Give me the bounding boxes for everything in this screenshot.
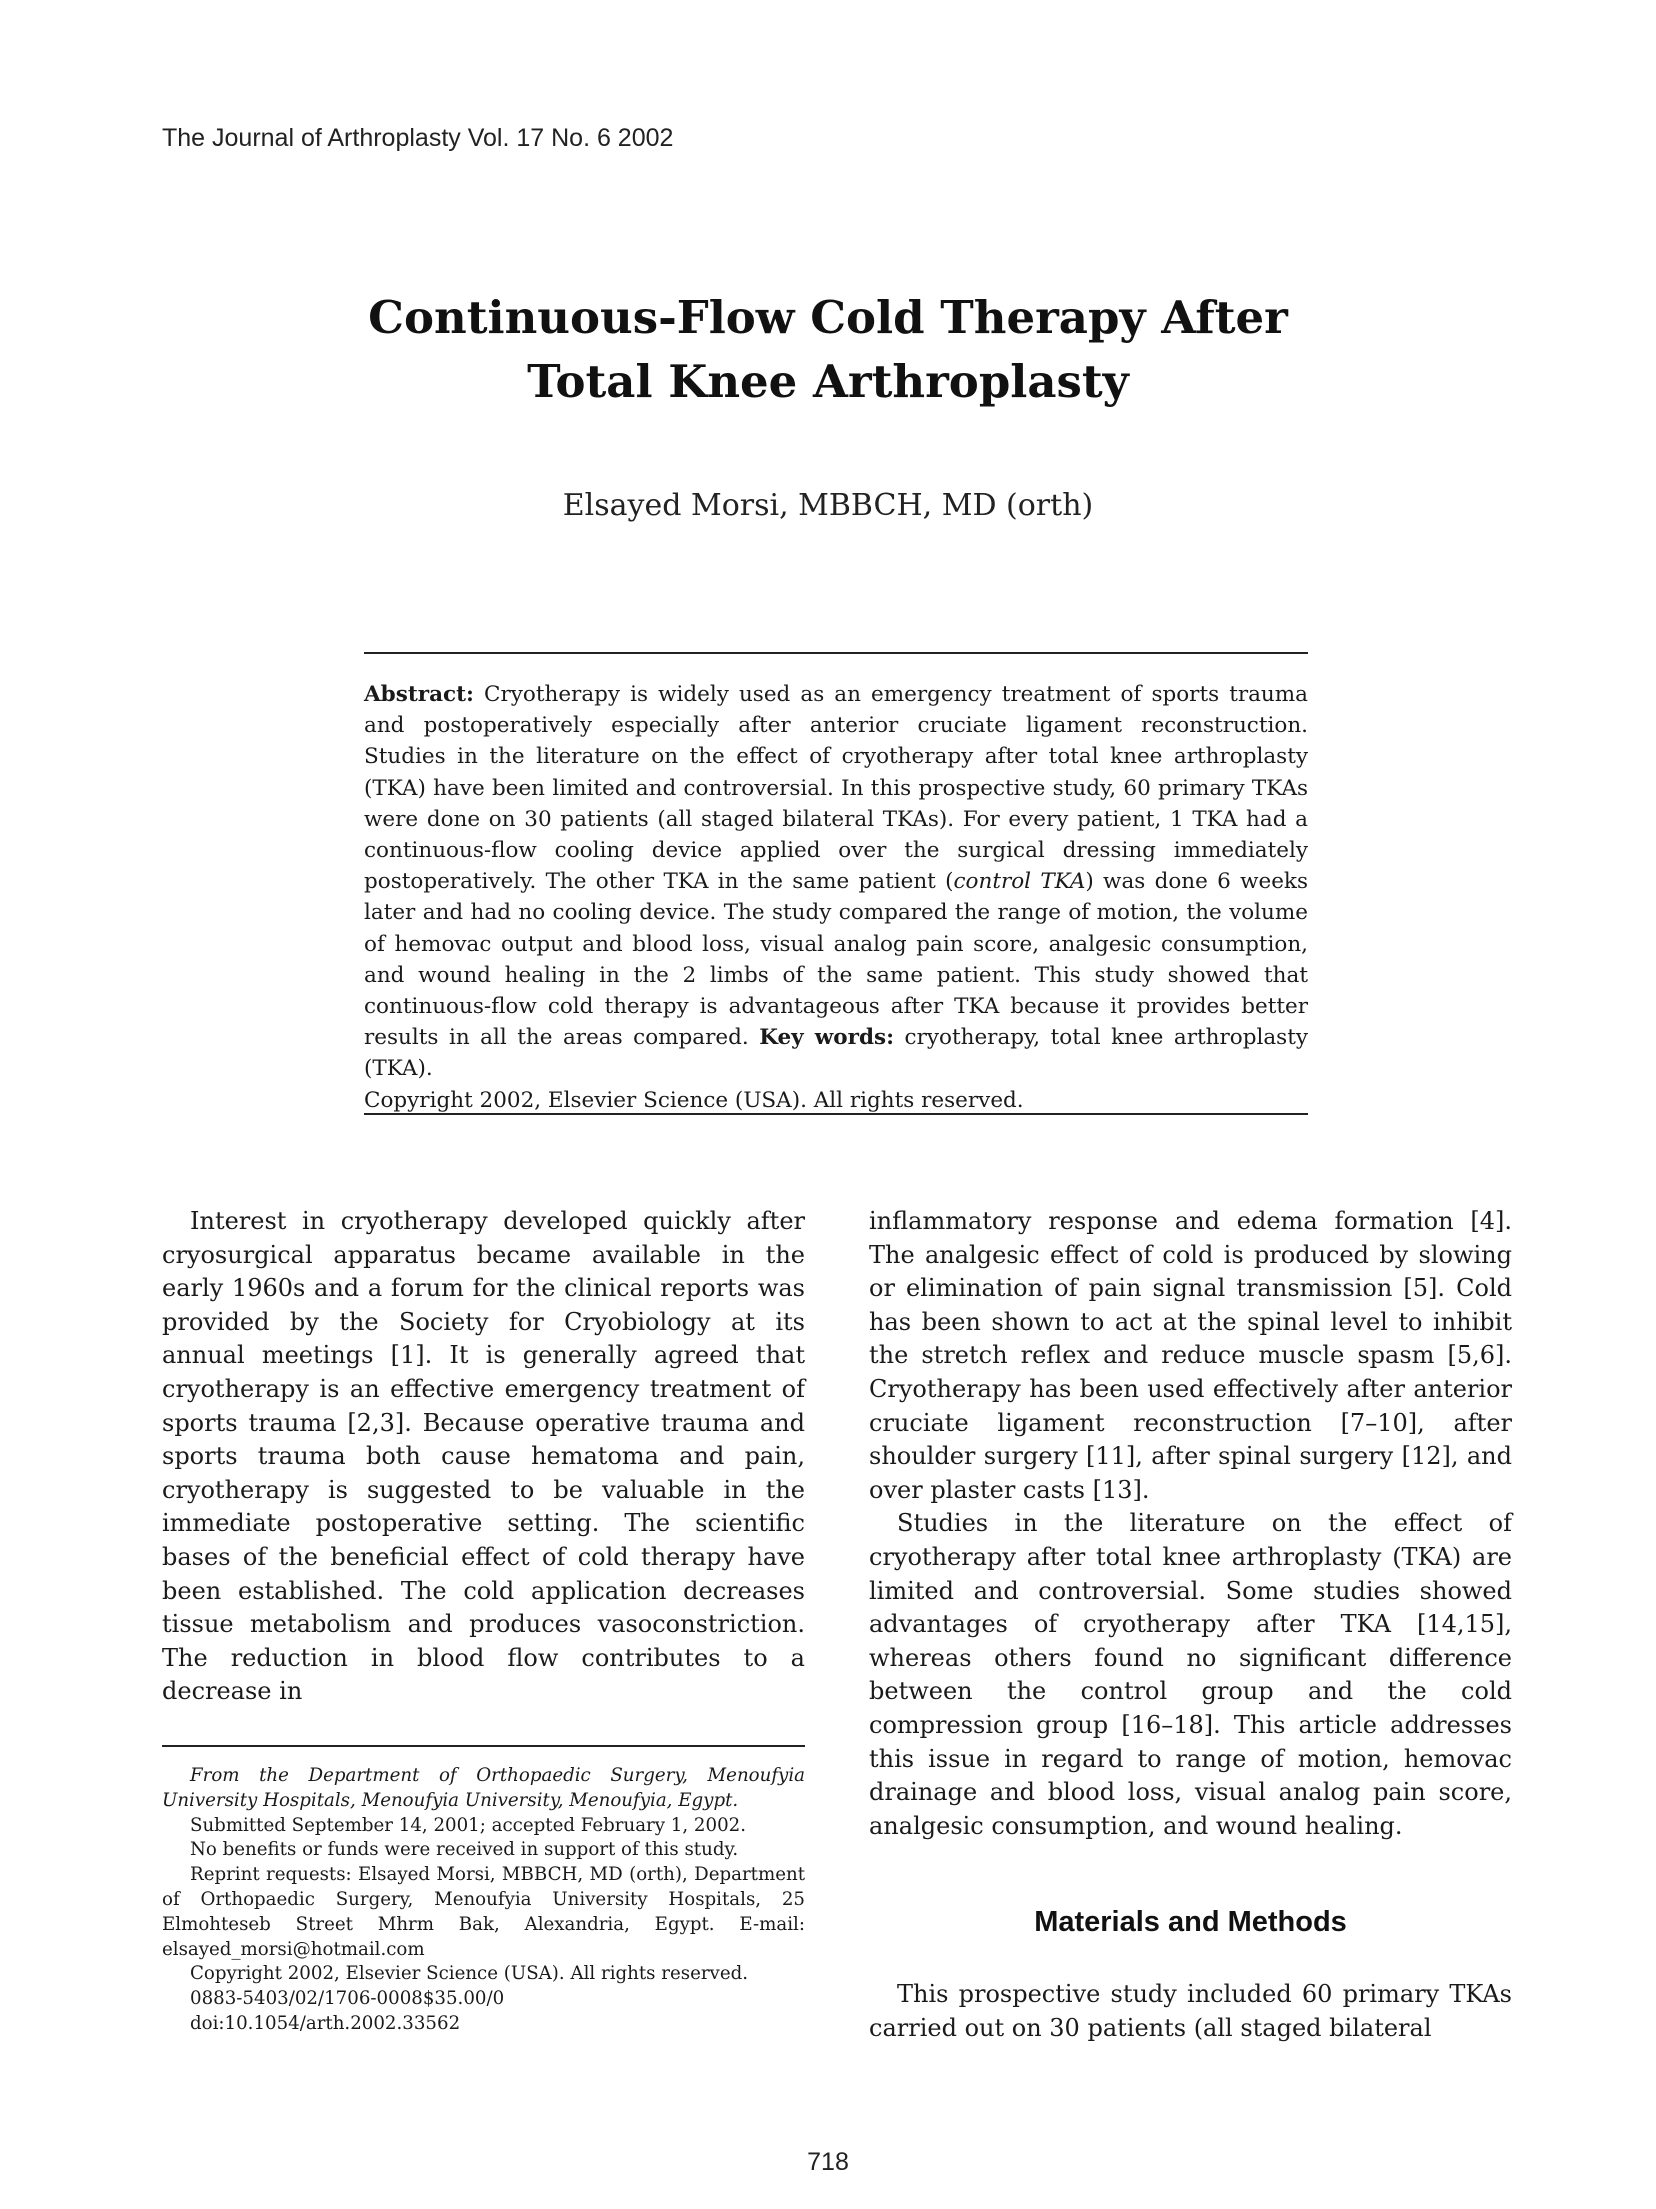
abstract: [364, 679, 1308, 1116]
abstract-bottom-rule: [364, 1113, 1308, 1115]
abstract-text-2: ) was done 6 weeks later and had no cooling device. The study compared the range of motion, the volume of hemovac output and blood loss, visual analog pain score, analgesic consumption, and wound healing in the 2 limbs of the same patient. This study showed that continuous-flow cold therapy is advantageous after TKA because it provides better results in all the areas compared.: [364, 869, 1308, 1051]
keywords: cryotherapy, total knee arthroplasty (TKA).: [364, 1025, 1308, 1082]
keywords-label: Key words:: [759, 1025, 895, 1051]
abstract-copyright: Copyright 2002, Elsevier Science (USA). All rights reserved.: [364, 1087, 1024, 1113]
page-number: 718: [807, 2148, 849, 2176]
footnote-doi: doi:10.1054/arth.2002.33562: [190, 2012, 461, 2034]
abstract-text-1: Cryotherapy is widely used as an emergency treatment of sports trauma and postoperatively especially after anterior cruciate ligament reconstruction. Studies in the literature on the effect of cryotherapy after total knee arthroplasty (TKA) have been limited and controversial. In this prospective study, 60 primary TKAs were done on 30 patients (all staged bilateral TKAs). For every patient, 1 TKA had a continuous-flow cooling device applied over the surgical dressing immediately postoperatively. The other TKA in the same patient (: [364, 682, 1308, 895]
intro-paragraph: Interest in cryotherapy developed quickly after cryosurgical apparatus became available in the early 1960s and a forum for the clinical reports was provided by the Society for Cryobiology at its annual meetings [1]. It is generally agreed that cryotherapy is an effective emergency treatment of sports trauma [2,3]. Because operative trauma and sports trauma both cause hematoma and pain, cryotherapy is suggested to be valuable in the immediate postoperative setting. The scientific bases of the beneficial effect of cold therapy have been established. The cold application decreases tissue metabolism and produces vasoconstriction. The reduction in blood flow contributes to a decrease in: [162, 1207, 805, 1706]
article-title-line-1: Continuous-Flow Cold Therapy After: [368, 291, 1288, 344]
article-title-line-2: Total Knee Arthroplasty: [527, 355, 1129, 408]
right-paragraph-2: Studies in the literature on the effect of cryotherapy after total knee arthroplasty (TKA) are limited and controversial. Some studies showed advantages of cryotherapy after TKA [14,15], whereas others found no significant difference between the control group and the cold compression group [16–18]. This article addresses this issue in regard to range of motion, hemovac drainage and blood loss, visual analog pain score, analgesic consumption, and wound healing.: [869, 1509, 1512, 1840]
footnote-copyright: Copyright 2002, Elsevier Science (USA). All rights reserved.: [190, 1963, 749, 1985]
methods-paragraph: This prospective study included 60 primary TKAs carried out on 30 patients (all staged bilateral: [869, 1980, 1512, 2042]
footnote-reprints: Reprint requests: Elsayed Morsi, MBBCH, MD (orth), Department of Orthopaedic Surgery, Menoufyia University Hospitals, 25 Elmohteseb Street Mhrm Bak, Alexandria, Egypt. E-mail: elsayed_morsi@hotmail.com: [162, 1864, 805, 1960]
footnote-rule: [162, 1745, 805, 1747]
footnote-submitted: Submitted September 14, 2001; accepted February 1, 2002.: [190, 1814, 746, 1836]
methods-column: [869, 1978, 1512, 2045]
author-line: Elsayed Morsi, MBBCH, MD (orth): [562, 488, 1094, 523]
abstract-top-rule: [364, 652, 1308, 654]
body-left-column: [162, 1205, 805, 1709]
abstract-label: Abstract:: [364, 682, 474, 707]
footnote-affiliation: From the Department of Orthopaedic Surgery, Menoufyia University Hospitals, Menoufyia University, Menoufyia, Egypt.: [162, 1765, 805, 1811]
article-title: [0, 286, 1656, 414]
footnote-issn: 0883-5403/02/1706-0008$35.00/0: [190, 1988, 505, 2010]
running-head: The Journal of Arthroplasty Vol. 17 No. 6 2002: [162, 124, 674, 152]
footnote-funding: No benefits or funds were received in support of this study.: [190, 1839, 739, 1861]
abstract-italic: control TKA: [953, 869, 1086, 895]
right-paragraph-1: inflammatory response and edema formation [4]. The analgesic effect of cold is produced by slowing or elimination of pain signal transmission [5]. Cold has been shown to act at the spinal level to inhibit the stretch reflex and reduce muscle spasm [5,6]. Cryotherapy has been used effectively after anterior cruciate ligament reconstruction [7–10], after shoulder surgery [11], after spinal surgery [12], and over plaster casts [13].: [869, 1207, 1512, 1504]
section-heading-methods: Materials and Methods: [1034, 1906, 1347, 1938]
body-right-column: [869, 1205, 1512, 1843]
footnote: [162, 1764, 805, 2037]
